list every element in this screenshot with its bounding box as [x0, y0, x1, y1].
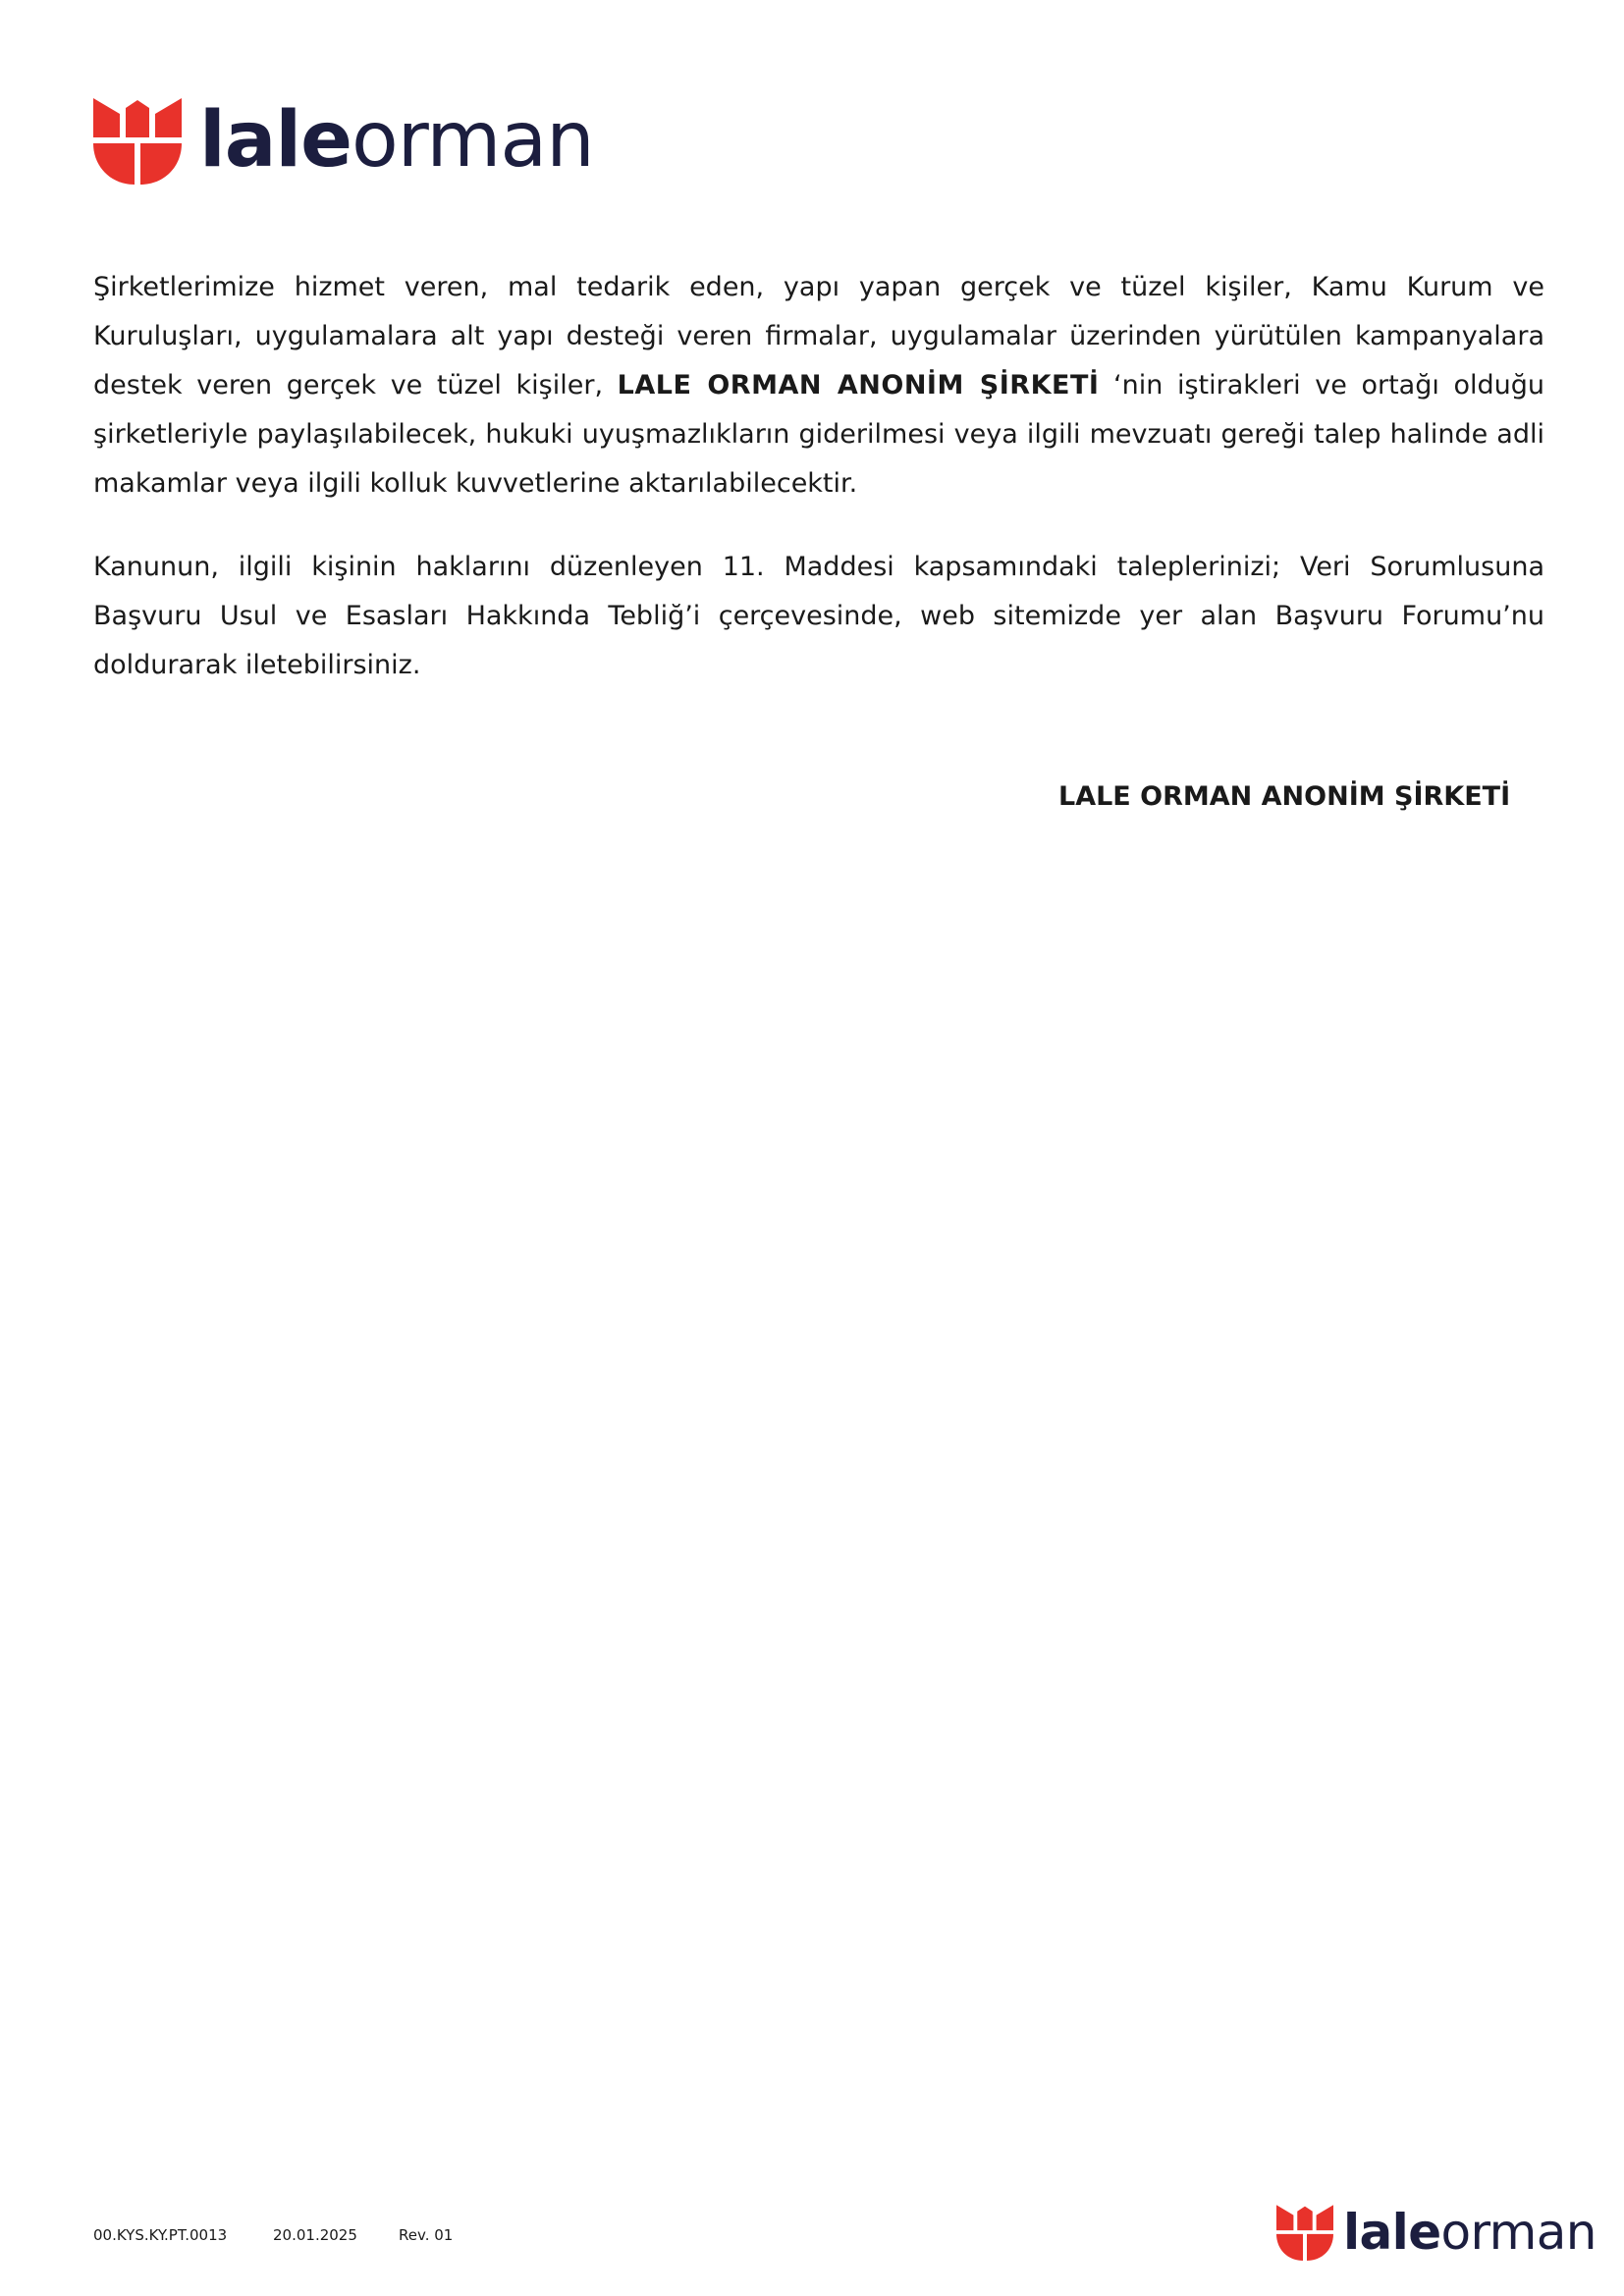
footer-document-info — [93, 2226, 453, 2244]
tulip-logo-icon — [93, 96, 182, 185]
document-code: 00.KYS.KY.PT.0013 — [93, 2226, 228, 2244]
paragraph1-text-start: Şirketlerimize hizmet veren, mal tedarik eden, yapı yapan gerçek ve tüzel kişiler, Kamu Kurum ve Kuruluşları, uygulamalara alt yapı desteği veren firmalar, uygulamalar üzerinden yürütülen kampanyalara destek veren gerçek ve tüzel kişiler, — [93, 272, 1544, 400]
paragraph-data-sharing — [93, 263, 1544, 508]
paragraph1-text-end: ‘nin iştirakleri ve ortağı olduğu şirketleriyle paylaşılabilecek, hukuki uyuşmazlıkların giderilmesi veya ilgili mevzuatı gereği talep halinde adli makamlar veya ilgili kolluk kuvvetlerine aktarılabilecektir. — [93, 370, 1544, 499]
document-revision: Rev. 01 — [399, 2226, 454, 2244]
brand-wordmark: laleorman — [199, 96, 594, 185]
paragraph-rights-request: Kanunun, ilgili kişinin haklarını düzenleyen 11. Maddesi kapsamındaki taleplerinizi; Veri Sorumlusuna Başvuru Usul ve Esasları Hakkında Tebliğ’i çerçevesinde, web sitemizde yer alan Başvuru Forumu’nu doldurarak iletebilirsiniz. — [93, 552, 1544, 680]
header-logo — [93, 96, 594, 185]
document-date: 20.01.2025 — [273, 2226, 357, 2244]
brand-wordmark: laleorman — [1343, 2204, 1597, 2261]
company-name-inline: LALE ORMAN ANONİM ŞİRKETİ — [617, 370, 1100, 400]
tulip-logo-icon — [1276, 2204, 1333, 2261]
signature-company: LALE ORMAN ANONİM ŞİRKETİ — [1058, 781, 1511, 812]
footer-logo — [1276, 2204, 1597, 2261]
